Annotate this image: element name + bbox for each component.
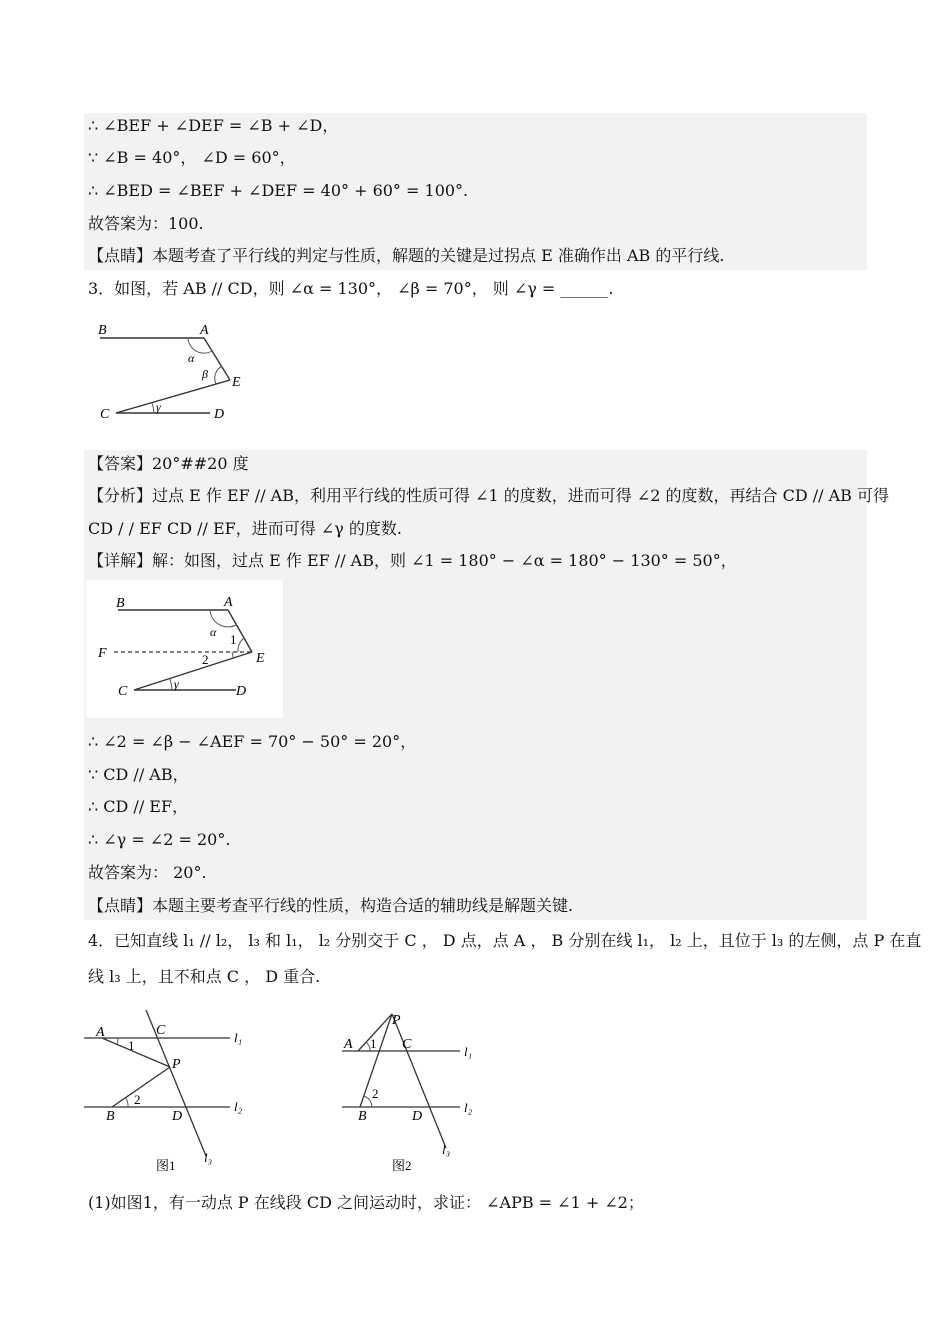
q4f2-label-d: D — [412, 1109, 423, 1124]
q3-step-2: ∵ CD // AB， — [88, 765, 189, 784]
prev-step-2: ∵ ∠B = 40°， ∠D = 60°， — [88, 148, 296, 167]
q4f2-label-l3: l₃ — [442, 1142, 451, 1157]
q4f1-label-p: P — [172, 1057, 181, 1072]
q3-detail: 【详解】解：如图，过点 E 作 EF // AB，则 ∠1 = 180° − ∠α = 180° − 130° = 50°， — [88, 551, 737, 570]
q4f2-label-1: 1 — [370, 1036, 377, 1051]
q3-label-d: D — [214, 407, 225, 422]
q4f1-label-a: A — [96, 1025, 105, 1040]
q3-label-beta: β — [202, 367, 208, 381]
q4f1-label-b: B — [106, 1109, 115, 1124]
q3-answer: 【答案】20°##20 度 — [88, 454, 249, 473]
q4f2-label-c: C — [402, 1037, 412, 1052]
q4-figure-2 — [340, 1006, 500, 1176]
q3-analysis-1: 【分析】过点 E 作 EF // AB，利用平行线的性质可得 ∠1 的度数，进而可得 ∠2 的度数，再结合 CD // AB 可得 — [88, 486, 890, 505]
fig2-label-e: E — [256, 651, 265, 666]
q3-solution-figure — [86, 580, 283, 718]
q4-part-1: (1)如图1，有一动点 P 在线段 CD 之间运动时，求证： ∠APB = ∠1 + ∠2； — [88, 1193, 644, 1212]
fig2-label-gamma: γ — [174, 677, 179, 691]
q4-figure-1 — [84, 1010, 254, 1180]
q3-step-1: ∴ ∠2 = ∠β − ∠AEF = 70° − 50° = 20°， — [88, 732, 417, 751]
q3-analysis-2: CD / / EF CD // EF，进而可得 ∠γ 的度数. — [88, 519, 403, 538]
q4f1-label-2: 2 — [134, 1092, 141, 1107]
q3-label-b: B — [98, 323, 107, 338]
question-4-line-2: 线 l₃ 上，且不和点 C ， D 重合. — [88, 967, 321, 986]
q4-fig2-caption: 图2 — [392, 1158, 412, 1173]
fig2-label-1: 1 — [230, 632, 237, 647]
fig2-label-alpha: α — [210, 625, 217, 639]
q4-fig1-caption: 图1 — [156, 1158, 176, 1173]
q4f1-label-l3: l₃ — [204, 1150, 213, 1165]
fig2-label-d: D — [236, 684, 247, 699]
q4f2-label-b: B — [358, 1109, 367, 1124]
q3-comment: 【点睛】本题主要考查平行线的性质，构造合适的辅助线是解题关键. — [88, 896, 574, 915]
q3-label-c: C — [100, 407, 110, 422]
q4f2-label-l1: l₁ — [464, 1044, 473, 1059]
q4f1-label-c: C — [156, 1023, 166, 1038]
question-4-line-1: 4．已知直线 l₁ // l₂， l₃ 和 l₁， l₂ 分别交于 C ， D 点，点 A ， B 分别在线 l₁， l₂ 上，且位于 l₃ 的左侧，点 P 在直 — [88, 931, 922, 950]
q3-label-a: A — [200, 323, 209, 338]
q4f2-label-a: A — [344, 1037, 353, 1052]
q3-label-alpha: α — [188, 351, 195, 365]
fig2-label-2: 2 — [202, 652, 209, 667]
prev-answer: 故答案为：100. — [88, 214, 204, 233]
fig2-label-f: F — [98, 646, 107, 661]
q4f1-label-1: 1 — [128, 1038, 135, 1053]
q4f2-label-l2: l₂ — [464, 1100, 473, 1115]
fig2-label-b: B — [116, 596, 125, 611]
q4f2-label-p: P — [392, 1013, 401, 1028]
q4f2-label-2: 2 — [372, 1086, 379, 1101]
q3-step-4: ∴ ∠γ = ∠2 = 20°. — [88, 830, 231, 849]
q3-label-gamma: γ — [156, 400, 161, 414]
prev-step-3: ∴ ∠BED = ∠BEF + ∠DEF = 40° + 60° = 100°. — [88, 181, 469, 200]
question-3: 3．如图，若 AB // CD，则 ∠α = 130°， ∠β = 70°， 则 ∠γ = ______. — [88, 279, 614, 298]
fig2-label-c: C — [118, 684, 128, 699]
q3-label-e: E — [232, 375, 241, 390]
prev-step-1: ∴ ∠BEF + ∠DEF = ∠B + ∠D， — [88, 116, 339, 135]
q4f1-label-l2: l₂ — [234, 1099, 243, 1114]
fig2-label-a: A — [224, 595, 233, 610]
q3-figure — [92, 318, 262, 428]
q4f1-label-d: D — [172, 1109, 183, 1124]
prev-comment: 【点睛】本题考查了平行线的判定与性质，解题的关键是过拐点 E 准确作出 AB 的平行线. — [88, 246, 725, 265]
q3-step-3: ∴ CD // EF， — [88, 797, 189, 816]
q3-final: 故答案为： 20°. — [88, 863, 207, 882]
q4f1-label-l1: l₁ — [234, 1030, 243, 1045]
